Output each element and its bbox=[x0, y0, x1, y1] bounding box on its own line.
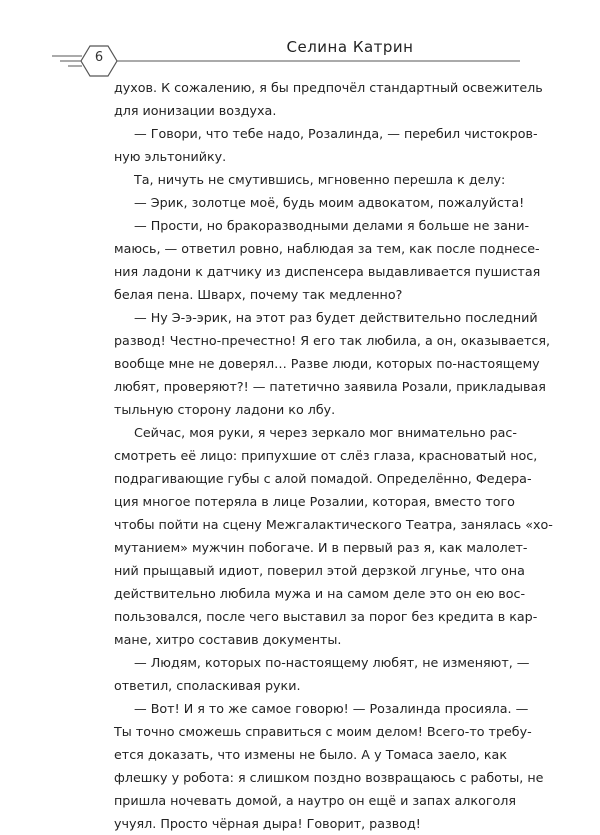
text-line: чтобы пойти на сцену Межгалактического Театра, занялась «хо- bbox=[114, 517, 553, 532]
text-line: вообще мне не доверял… Разве люди, которых по-настоящему bbox=[114, 356, 540, 371]
text-line: ция многое потеряла в лице Розалии, которая, вместо того bbox=[114, 494, 515, 509]
text-line: действительно любила мужа и на самом деле это он ею вос- bbox=[114, 586, 526, 601]
page-number: 6 bbox=[94, 50, 104, 65]
text-line: пришла ночевать домой, а наутро он ещё и запах алкоголя bbox=[114, 793, 517, 808]
text-line: пользовался, после чего выставил за порог без кредита в кар- bbox=[114, 609, 538, 624]
running-head-title: Селина Катрин bbox=[286, 38, 414, 56]
text-line: мутанием» мужчин побогаче. И в первый раз я, как малолет- bbox=[114, 540, 528, 555]
text-line: ответил, споласкивая руки. bbox=[114, 678, 301, 693]
text-line: любят, проверяют?! — патетично заявила Розали, прикладывая bbox=[114, 379, 546, 394]
body-text bbox=[114, 76, 553, 835]
text-line: — Вот! И я то же самое говорю! — Розалинда просияла. — bbox=[134, 701, 529, 716]
text-line: — Ну Э-э-эрик, на этот раз будет действительно последний bbox=[134, 310, 538, 325]
text-line: ется доказать, что измены не было. А у Томаса заело, как bbox=[114, 747, 507, 762]
text-line: ную эльтонийку. bbox=[114, 149, 227, 164]
text-line: Сейчас, моя руки, я через зеркало мог внимательно рас- bbox=[134, 425, 517, 440]
text-line: развод! Честно-пречестно! Я его так любила, а он, оказывается, bbox=[114, 333, 550, 348]
text-line: мане, хитро составив документы. bbox=[114, 632, 342, 647]
text-line: — Людям, которых по-настоящему любят, не изменяют, — bbox=[134, 655, 530, 670]
text-line: маюсь, — ответил ровно, наблюдая за тем, как после поднесе- bbox=[114, 241, 540, 256]
text-line: смотреть её лицо: припухшие от слёз глаза, красноватый нос, bbox=[114, 448, 538, 463]
text-line: Та, ничуть не смутившись, мгновенно перешла к делу: bbox=[134, 172, 506, 187]
text-line: ния ладони к датчику из диспенсера выдавливается пушистая bbox=[114, 264, 541, 279]
text-line: — Говори, что тебе надо, Розалинда, — перебил чистокров- bbox=[134, 126, 538, 141]
text-line: подрагивающие губы с алой помадой. Определённо, Федера- bbox=[114, 471, 532, 486]
text-line: — Эрик, золотце моё, будь моим адвокатом, пожалуйста! bbox=[134, 195, 525, 210]
text-line: белая пена. Шварх, почему так медленно? bbox=[114, 287, 403, 302]
text-line: духов. К сожалению, я бы предпочёл стандартный освежитель bbox=[114, 80, 543, 95]
text-line: ний прыщавый идиот, поверил этой дерзкой лгунье, что она bbox=[114, 563, 525, 578]
text-line: учуял. Просто чёрная дыра! Говорит, развод! bbox=[114, 816, 421, 831]
text-line: Ты точно сможешь справиться с моим делом! Всего-то требу- bbox=[114, 724, 532, 739]
text-line: — Прости, но бракоразводными делами я больше не зани- bbox=[134, 218, 530, 233]
text-line: тыльную сторону ладони ко лбу. bbox=[114, 402, 336, 417]
text-line: для ионизации воздуха. bbox=[114, 103, 277, 118]
text-line: флешку у робота: я слишком поздно возвращаюсь с работы, не bbox=[114, 770, 544, 785]
